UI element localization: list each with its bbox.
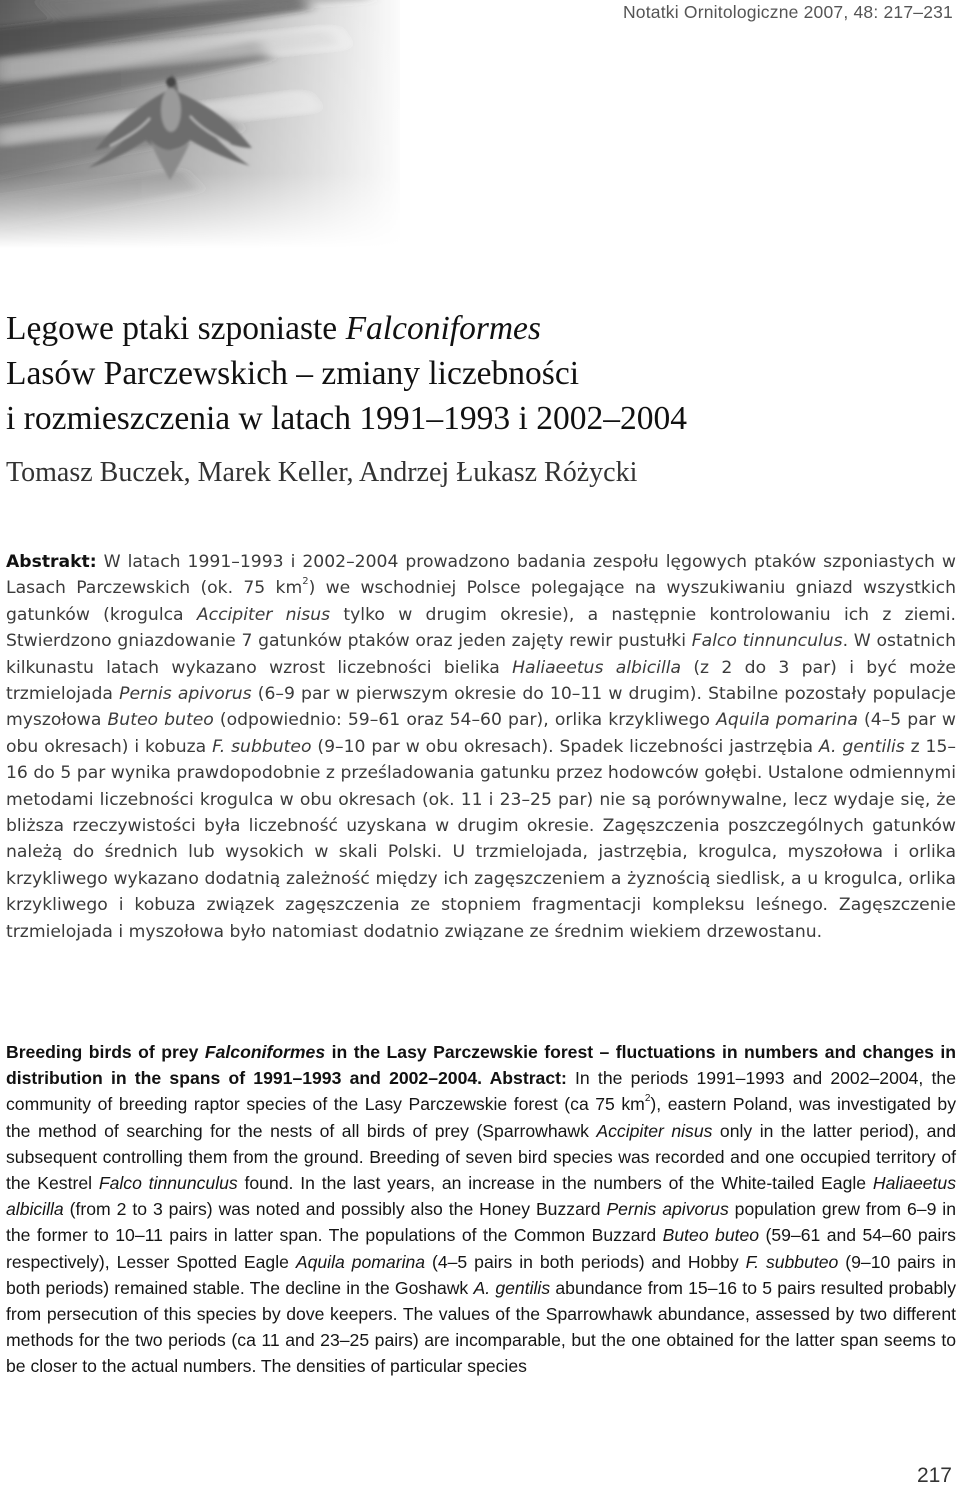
abstract-polish: Abstrakt: W latach 1991–1993 i 2002–2004 prowadzono badania zespołu lęgowych ptaków szponiastych w Lasach Parczewskich (ok. 75 $km^2$) we wschodniej Polsce polegające na wyszukiwaniu gniazd wszystkich gatunków (krogulca Accipiter nisus tylko w drugim okresie), a następnie kontrolowaniu ich z ziemi. Stwierdzono gniazdowanie 7 gatunków ptaków oraz jeden zajęty rewir pustułki Falco tinnunculus. W ostatnich kilkunastu latach wykazano wzrost liczebności bielika Haliaeetus albicilla (z 2 do 3 par) i być może trzmielojada Pernis apivorus (6–9 par w pierwszym okresie do 10–11 w drugim). Stabilne pozostały populacje myszołowa Buteo buteo (odpowiednio: 59–61 oraz 54–60 par), orlika krzykliwego Aquila pomarina (4–5 par w obu okresach) i kobuza F. subbuteo (9–10 par w obu okresach). Spadek liczebności jastrzębia A. gentilis z 15–16 do 5 par wynika prawdopodobnie z prześladowania gatunku przez hodowców gołębi. Ustalone odmiennymi metodami liczebności krogulca w obu okresach (ok. 11 i 23–25 par) nie są porównywalne, lecz wydaje się, że bliższa rzeczywistości była liczebność uzyskana w drugim okresie. Zagęszczenia poszczególnych gatunków należą do średnich lub wysokich w skali Polski. U trzmielojada, jastrzębia, krogulca, myszołowa i orlika krzykliwego wykazano dodatnią zależność między ich zagęszczeniem a żyznością siedlisk, a u krogulca, orlika krzykliwego i kobuza związek zagęszczenia ze stopniem fragmentacji kompleksu leśnego. Zagęszczenie trzmielojada i myszołowa było natomiast dodatnio związane ze średnim wiekiem drzewostanu. — [6, 552, 956, 942]
title-line-2: Lasów Parczewskich – zmiany liczebności — [6, 355, 580, 392]
page-number: 217 — [916, 1464, 952, 1487]
abstract-english: Breeding birds of prey Falconiformes in the Lasy Parczewskie forest – fluctuations in numbers and changes in distribution in the spans of 1991–1993 and 2002–2004. Abstract: In the periods 1991–1993 and 2002–2004, the community of breeding raptor species of the Lasy Parczewskie forest (ca 75 $km^2$), eastern Poland, was investigated by the method of searching for the nests of all birds of prey (Sparrowhawk Accipiter nisus only in the latter period), and subsequent controlling them from the ground. Breeding of seven bird species was recorded and one occupied territory of the Kestrel Falco tinnunculus found. In the last years, an increase in the numbers of the White-tailed Eagle Haliaeetus albicilla (from 2 to 3 pairs) was noted and possibly also the Honey Buzzard Pernis apivorus population grew from 6–9 in the former to 10–11 pairs in latter span. The populations of the Common Buzzard Buteo buteo (59–61 and 54–60 pairs respectively), Lesser Spotted Eagle Aquila pomarina (4–5 pairs in both periods) and Hobby F. subbuteo (9–10 pairs in both periods) remained stable. The decline in the Goshawk A. gentilis abundance from 15–16 to 5 pairs resulted probably from persecution of this species by dove keepers. The values of the Sparrowhawk abundance, assessed by two different methods for the two periods (ca 11 and 23–25 pairs) are incomparable, but the one obtained for the latter span seems to be closer to the actual numbers. The densities of particular species — [6, 1042, 956, 1377]
abstract-label: Abstrakt: — [6, 552, 97, 572]
article-title — [6, 306, 946, 441]
english-title: Breeding birds of prey Falconiformes in the Lasy Parczewskie forest – fluctuations in numbers and changes in distribution in the spans of 1991–1993 and 2002–2004. — [6, 1042, 956, 1089]
authors: Tomasz Buczek, Marek Keller, Andrzej Łukasz Różycki — [6, 457, 638, 488]
journal-citation: Notatki Ornitologiczne 2007, 48: 217–231 — [622, 2, 953, 22]
title-line-1: Lęgowe ptaki szponiaste Falconiformes — [6, 310, 541, 347]
raptor-illustration — [0, 0, 400, 248]
title-taxon: Falconiformes — [345, 310, 541, 347]
title-line-3: i rozmieszczenia w latach 1991–1993 i 2002–2004 — [6, 400, 687, 437]
abstract-label-en: Abstract: — [482, 1068, 567, 1089]
